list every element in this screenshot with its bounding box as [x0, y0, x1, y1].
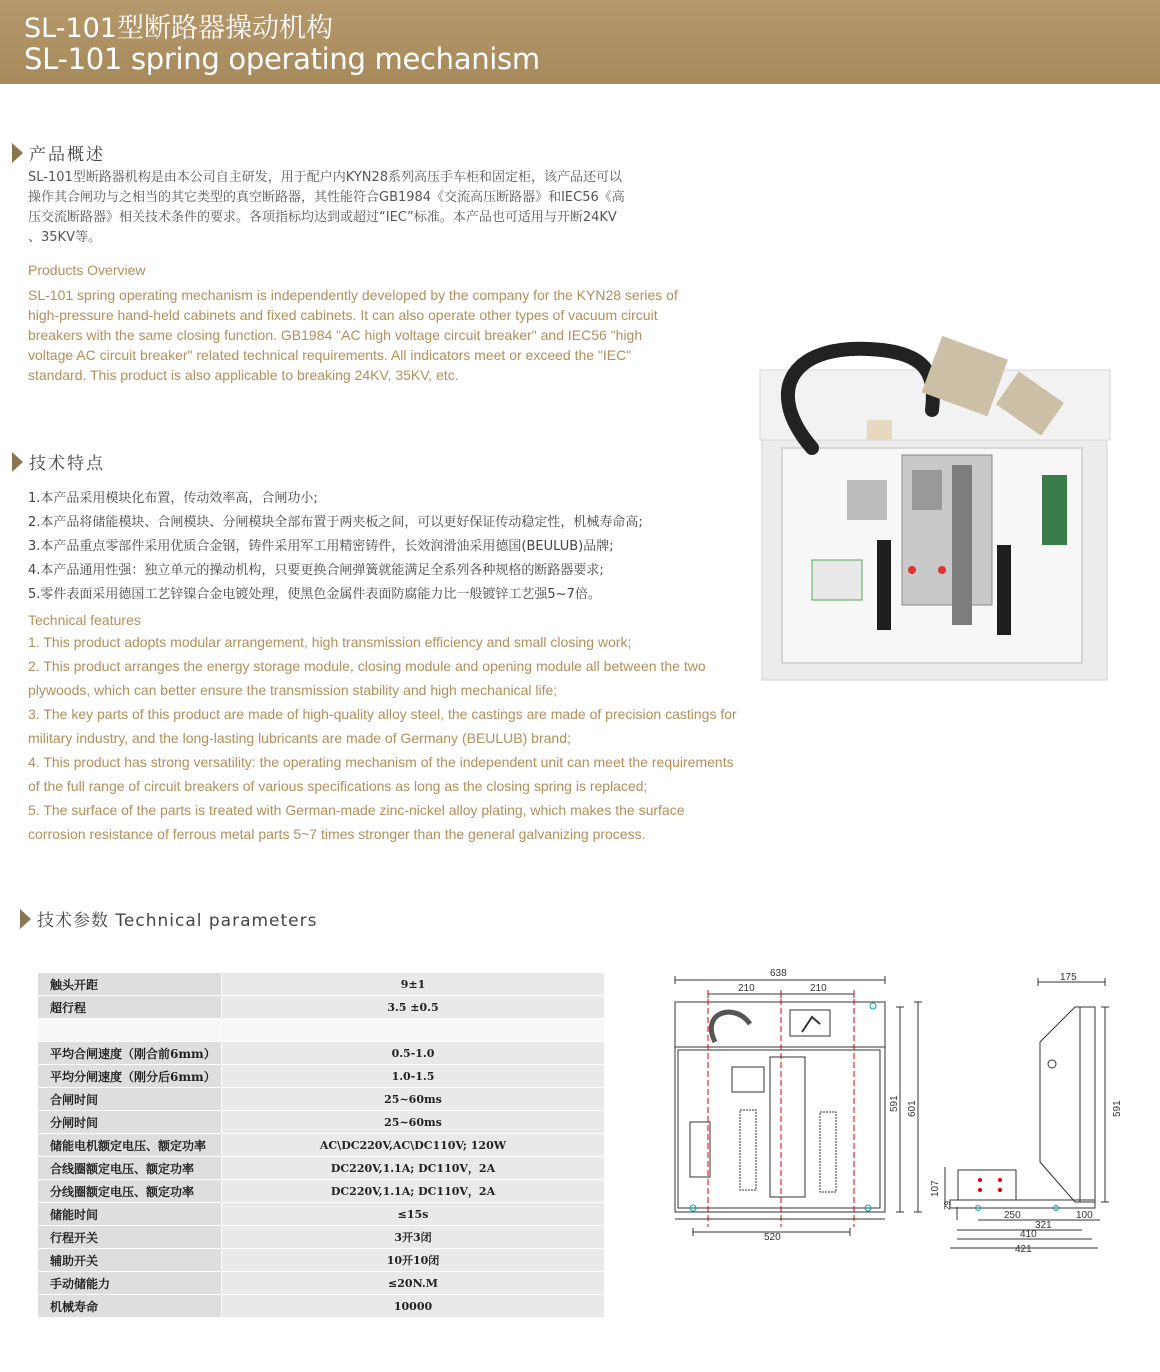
params-heading	[20, 906, 317, 931]
param-value: AC\DC220V,AC\DC110V; 120W	[222, 1134, 605, 1157]
dimension-drawing	[660, 962, 1140, 1262]
overview-en-line: voltage AC circuit breaker" related technical requirements. All indicators meet or exceed the "IEC"	[28, 347, 632, 363]
param-name: 机械寿命	[38, 1295, 222, 1318]
triangle-bullet-icon	[20, 909, 31, 929]
dim-front-210-left: 210	[738, 983, 755, 994]
param-value: DC220V,1.1A; DC110V，2A	[222, 1180, 605, 1203]
feature-en-line: 4. This product has strong versatility: the operating mechanism of the independent unit can meet the requirements	[28, 754, 734, 770]
header-banner	[0, 0, 1160, 84]
front-view	[675, 976, 922, 1236]
param-value: DC220V,1.1A; DC110V，2A	[222, 1157, 605, 1180]
table-row	[38, 973, 604, 996]
dim-side-410: 410	[1020, 1229, 1037, 1240]
param-name: 手动储能力	[38, 1272, 222, 1295]
param-name: 储能时间	[38, 1203, 222, 1226]
overview-cn-line: 、35KV等。	[28, 230, 101, 245]
overview-en-line: SL-101 spring operating mechanism is independently developed by the company for the KYN28 series of	[28, 287, 678, 303]
param-name: 分闸时间	[38, 1111, 222, 1134]
overview-cn-line: 压交流断路器》相关技术条件的要求。各项指标均达到或超过“IEC”标准。本产品也可适用与开断24KV	[28, 210, 617, 225]
features-en-heading: Technical features	[28, 612, 141, 628]
dim-side-250: 250	[1004, 1210, 1021, 1221]
table-row	[38, 1042, 604, 1065]
overview-heading	[12, 140, 105, 165]
feature-cn-item: 1.本产品采用模块化布置，传动效率高，合闸功小;	[28, 491, 318, 506]
overview-en-heading: Products Overview	[28, 262, 146, 278]
overview-heading-text: 产品概述	[29, 145, 105, 165]
feature-en-line: 1. This product adopts modular arrangement, high transmission efficiency and small closing work;	[28, 634, 632, 650]
feature-cn-item: 2.本产品将储能模块、合闸模块、分闸模块全部布置于两夹板之间，可以更好保证传动稳定性，机械寿命高;	[28, 515, 643, 530]
title-en: SL-101 spring operating mechanism	[24, 42, 540, 76]
overview-cn-line: SL-101型断路器机构是由本公司自主研发，用于配户内KYN28系列高压手车柜和固定柜，该产品还可以	[28, 170, 623, 185]
table-row	[38, 1203, 604, 1226]
param-name: 平均合闸速度（刚合前6mm）	[38, 1042, 222, 1065]
overview-cn-text	[28, 168, 718, 248]
feature-en-line: corrosion resistance of ferrous metal parts 5~7 times stronger than the general galvanizing process.	[28, 826, 646, 842]
feature-en-line: military industry, and the long-lasting lubricants are made of Germany (BEULUB) brand;	[28, 730, 571, 746]
params-table	[38, 973, 604, 1318]
dim-side-107: 107	[930, 1180, 941, 1197]
overview-en-line: standard. This product is also applicable to breaking 24KV, 35KV, etc.	[28, 367, 459, 383]
param-name: 分线圈额定电压、额定功率	[38, 1180, 222, 1203]
table-row	[38, 1249, 604, 1272]
features-heading-text: 技术特点	[29, 454, 105, 474]
dim-front-520: 520	[764, 1232, 781, 1243]
feature-cn-item: 5.零件表面采用德国工艺锌镍合金电镀处理，使黑色金属件表面防腐能力比一般镀锌工艺强5~7倍。	[28, 587, 601, 602]
triangle-bullet-icon	[12, 143, 23, 163]
product-photo	[752, 330, 1112, 685]
table-row	[38, 1065, 604, 1088]
param-value: 3开3闭	[222, 1226, 605, 1249]
param-name: 储能电机额定电压、额定功率	[38, 1134, 222, 1157]
dim-side-175: 175	[1060, 972, 1077, 983]
overview-en-text	[28, 285, 728, 385]
feature-en-line: 2. This product arranges the energy storage module, closing module and opening module all between the two	[28, 658, 706, 674]
dim-front-601: 601	[907, 1100, 918, 1117]
param-value: 25~60ms	[222, 1111, 605, 1134]
table-row	[38, 1226, 604, 1249]
dim-side-29: 29	[943, 1201, 952, 1210]
dim-side-591: 591	[1112, 1100, 1123, 1117]
triangle-bullet-icon	[12, 452, 23, 472]
overview-en-line: high-pressure hand-held cabinets and fixed cabinets. It can also operate other types of vacuum circuit	[28, 307, 658, 323]
feature-cn-item: 3.本产品重点零部件采用优质合金钢，铸件采用军工用精密铸件，长效润滑油采用德国(BEULUB)品牌;	[28, 539, 614, 554]
param-value: 10000	[222, 1295, 605, 1318]
features-heading	[12, 449, 105, 474]
param-name: 合闸时间	[38, 1088, 222, 1111]
param-value: 9±1	[222, 973, 605, 996]
table-row	[38, 1180, 604, 1203]
title-cn: SL-101型断路器操动机构	[24, 13, 333, 44]
param-name: 合线圈额定电压、额定功率	[38, 1157, 222, 1180]
table-row	[38, 1088, 604, 1111]
feature-cn-item: 4.本产品通用性强：独立单元的操动机构，只要更换合闸弹簧就能满足全系列各种规格的断路器要求;	[28, 563, 604, 578]
param-name: 平均分闸速度（刚分后6mm）	[38, 1065, 222, 1088]
feature-en-line: 3. The key parts of this product are made of high-quality alloy steel, the castings are made of precision castings for	[28, 706, 737, 722]
param-value: ≤15s	[222, 1203, 605, 1226]
dim-front-210-right: 210	[810, 983, 827, 994]
dim-side-321: 321	[1035, 1220, 1052, 1231]
param-value: 3.5 ±0.5	[222, 996, 605, 1019]
params-heading-text: 技术参数 Technical parameters	[37, 911, 318, 931]
param-name: 辅助开关	[38, 1249, 222, 1272]
dim-front-591: 591	[889, 1095, 900, 1112]
param-name: 超行程	[38, 996, 222, 1019]
table-row	[38, 1295, 604, 1318]
overview-en-line: breakers with the same closing function. GB1984 "AC high voltage circuit breaker" and IEC56 "high	[28, 327, 643, 343]
feature-en-line: plywoods, which can better ensure the transmission stability and high mechanical life;	[28, 682, 558, 698]
param-name: 触头开距	[38, 973, 222, 996]
param-value: 1.0-1.5	[222, 1065, 605, 1088]
table-row	[38, 1134, 604, 1157]
side-view	[945, 978, 1109, 1248]
feature-en-line: of the full range of circuit breakers of various specifications as long as the closing spring is replaced;	[28, 778, 648, 794]
overview-cn-line: 操作其合闸功与之相当的其它类型的真空断路器，其性能符合GB1984《交流高压断路器》和IEC56《高	[28, 190, 625, 205]
dim-side-100: 100	[1076, 1210, 1093, 1221]
table-row	[38, 1157, 604, 1180]
param-value	[222, 1019, 605, 1042]
param-value: ≤20N.M	[222, 1272, 605, 1295]
feature-en-line: 5. The surface of the parts is treated with German-made zinc-nickel alloy plating, which makes the surface	[28, 802, 685, 818]
table-row	[38, 1272, 604, 1295]
param-name: 行程开关	[38, 1226, 222, 1249]
dim-front-width: 638	[770, 968, 787, 979]
param-value: 10开10闭	[222, 1249, 605, 1272]
table-row	[38, 996, 604, 1019]
param-name	[38, 1019, 222, 1042]
table-row	[38, 1111, 604, 1134]
dim-side-421: 421	[1015, 1244, 1032, 1255]
param-value: 25~60ms	[222, 1088, 605, 1111]
table-row	[38, 1019, 604, 1042]
param-value: 0.5-1.0	[222, 1042, 605, 1065]
